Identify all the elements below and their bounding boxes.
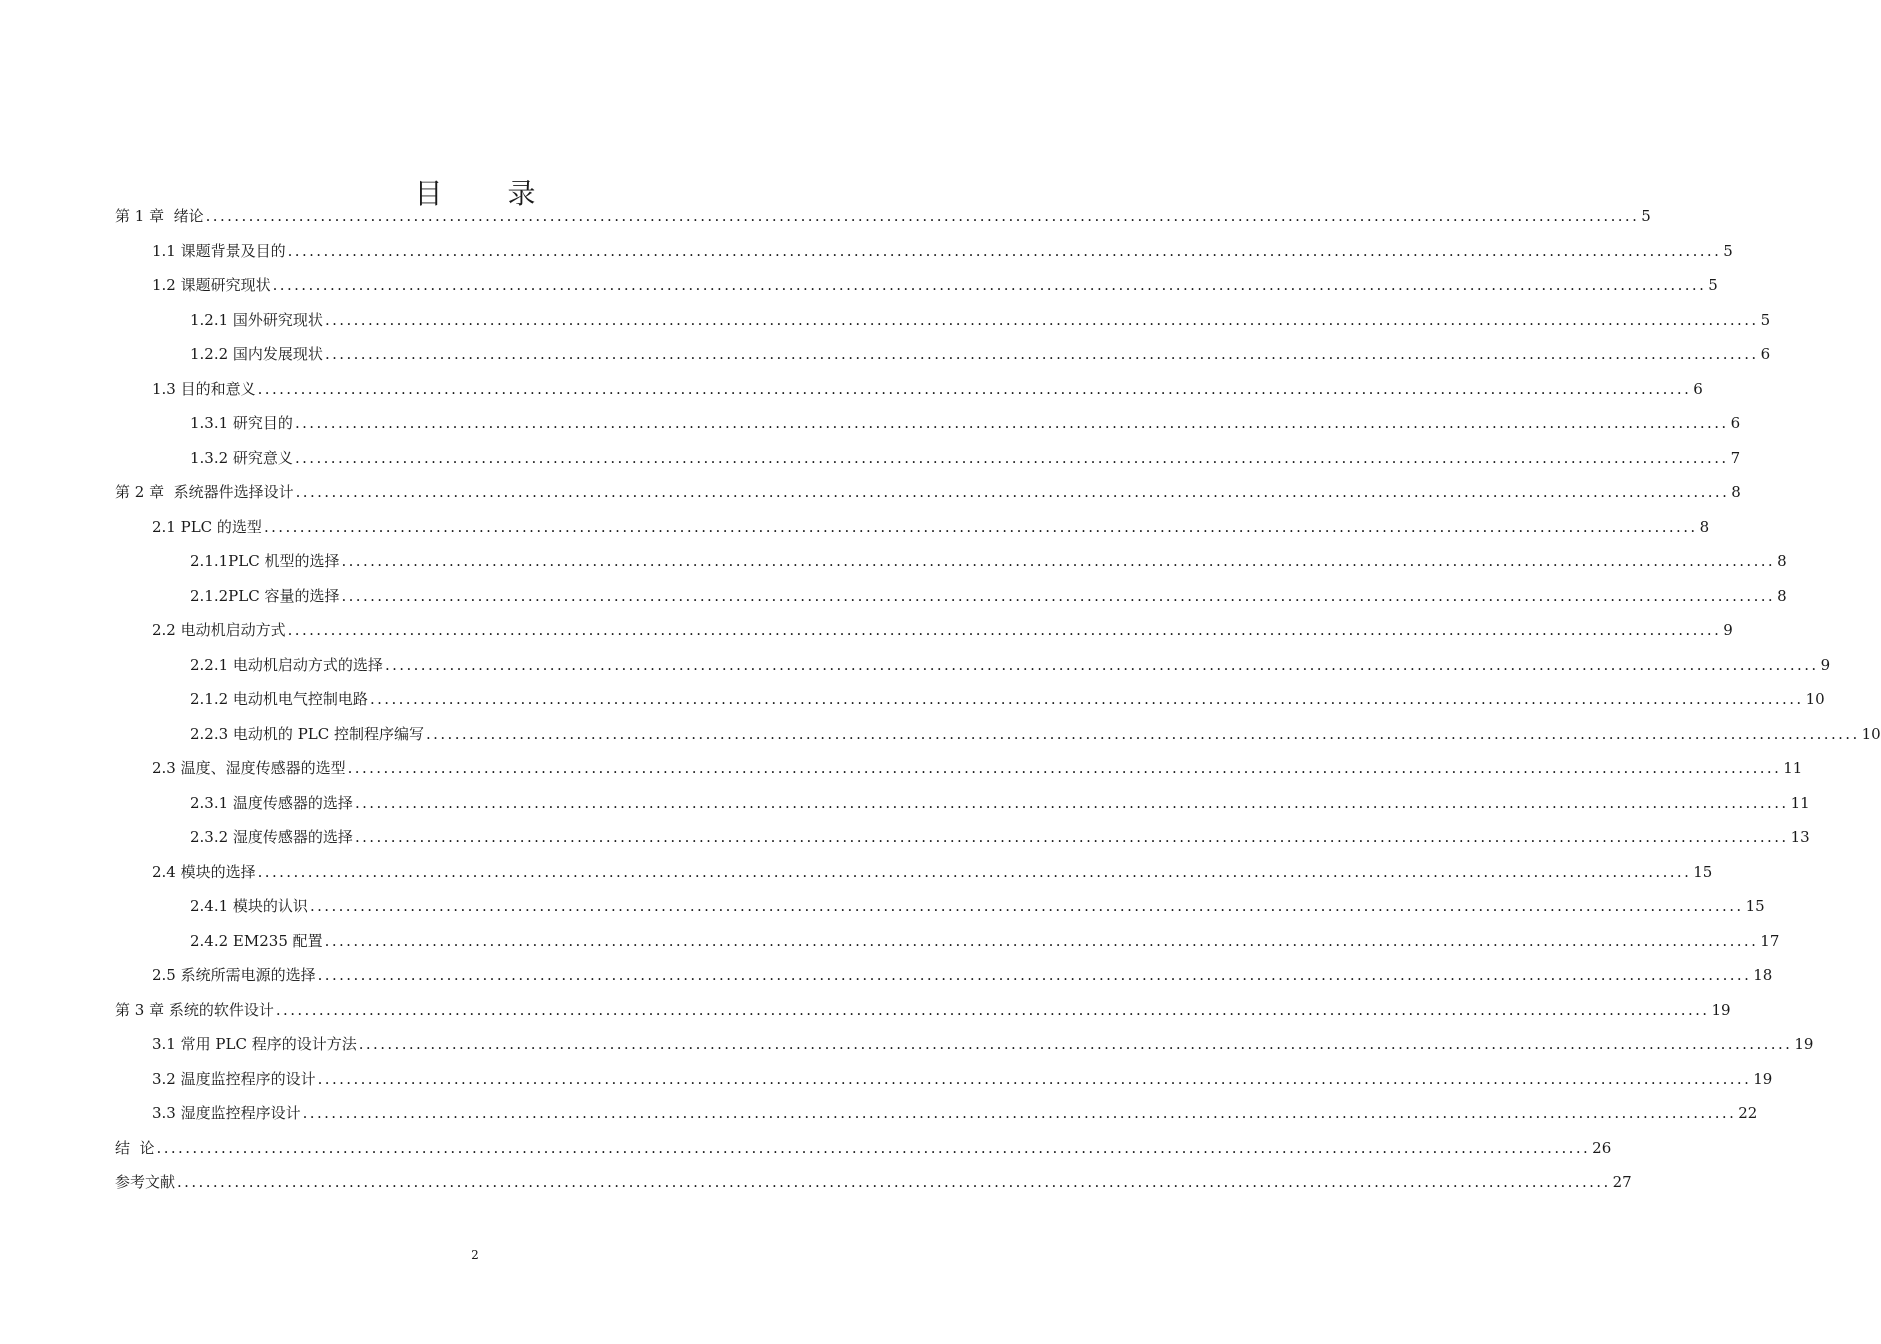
toc-entry-label: 2.5 系统所需电源的选择 [152, 966, 316, 984]
toc-entry-label: 1.2.1 国外研究现状 [190, 310, 323, 329]
toc-entry-page: 15 [1693, 862, 1713, 881]
toc-entry-label: 1.3.1 研究目的 [190, 414, 293, 432]
toc-dot-leader: ........................................................................................................................................................................................................ [384, 655, 1819, 674]
toc-entry[interactable] [0, 686, 1825, 712]
toc-dot-leader: ........................................................................................................................................................................................................ [309, 897, 1744, 915]
toc-entry[interactable] [0, 617, 1733, 643]
toc-entry-label: 1.1 课题背景及目的 [152, 241, 286, 260]
toc-entry-page: 5 [1723, 241, 1733, 260]
toc-entry-page: 8 [1777, 552, 1787, 570]
toc-entry-page: 10 [1805, 690, 1825, 708]
toc-entry-page: 10 [1861, 724, 1881, 743]
toc-entry[interactable] [0, 514, 1710, 540]
toc-entry-label: 2.4.1 模块的认识 [190, 897, 308, 915]
toc-entry-page: 9 [1723, 621, 1733, 639]
toc-entry[interactable] [0, 1169, 1632, 1195]
toc-entry[interactable] [0, 445, 1741, 471]
toc-entry[interactable] [0, 997, 1731, 1023]
toc-entry-page: 5 [1641, 207, 1651, 225]
toc-entry-label: 2.4 模块的选择 [152, 862, 256, 881]
toc-entry[interactable] [0, 1031, 1814, 1057]
toc-entry[interactable] [0, 1135, 1612, 1161]
toc-entry[interactable] [0, 272, 1718, 298]
toc-entry-page: 22 [1738, 1104, 1758, 1122]
toc-entry-page: 5 [1760, 310, 1771, 329]
toc-dot-leader: ........................................................................................................................................................................................................ [426, 724, 1860, 743]
page-number: 2 [471, 1248, 479, 1262]
toc-dot-leader: ........................................................................................................................................................................................................ [272, 276, 1707, 294]
toc-dot-leader: ........................................................................................................................................................................................................ [317, 1069, 1752, 1088]
toc-entry-page: 18 [1753, 966, 1773, 984]
toc-entry[interactable] [0, 755, 1803, 781]
toc-entry-label: 2.1 PLC 的选型 [152, 517, 262, 536]
toc-entry-label: 1.3.2 研究意义 [190, 448, 293, 467]
toc-dot-leader: ........................................................................................................................................................................................................ [257, 862, 1692, 881]
toc-dot-leader: ........................................................................................................................................................................................................ [341, 552, 1776, 570]
toc-entry-label: 2.1.2 电动机电气控制电路 [190, 690, 368, 708]
toc-entry-page: 8 [1777, 586, 1787, 605]
toc-entry-label: 2.4.2 EM235 配置 [190, 931, 323, 950]
toc-entry-label: 2.1.2PLC 容量的选择 [190, 586, 340, 605]
toc-entry-label: 2.2.1 电动机启动方式的选择 [190, 655, 383, 674]
toc-entry-label: 3.3 湿度监控程序设计 [152, 1104, 301, 1122]
toc-entry-label: 2.2 电动机启动方式 [152, 621, 286, 639]
toc-entry[interactable] [0, 203, 1651, 229]
toc-entry-label: 参考文献 [115, 1173, 176, 1191]
toc-entry[interactable] [0, 376, 1703, 402]
toc-entry-page: 15 [1745, 897, 1765, 915]
toc-dot-leader: ........................................................................................................................................................................................................ [358, 1035, 1793, 1053]
toc-dot-leader: ........................................................................................................................................................................................................ [341, 586, 1776, 605]
toc-dot-leader: ........................................................................................................................................................................................................ [287, 241, 1722, 260]
toc-entry-label: 3.1 常用 PLC 程序的设计方法 [152, 1035, 357, 1053]
toc-dot-leader: ........................................................................................................................................................................................................ [156, 1138, 1591, 1157]
toc-dot-leader: ........................................................................................................................................................................................................ [324, 931, 1759, 950]
toc-dot-leader: ........................................................................................................................................................................................................ [257, 379, 1692, 398]
toc-entry-page: 6 [1760, 345, 1771, 363]
toc-entry-page: 8 [1699, 517, 1710, 536]
toc-entry-label: 2.3.1 温度传感器的选择 [190, 793, 353, 812]
toc-entry[interactable] [0, 548, 1787, 574]
toc-dot-leader: ........................................................................................................................................................................................................ [354, 828, 1789, 846]
toc-entry-label: 2.1.1PLC 机型的选择 [190, 552, 340, 570]
toc-entry-label: 2.3.2 湿度传感器的选择 [190, 828, 353, 846]
toc-dot-leader: ........................................................................................................................................................................................................ [295, 483, 1730, 501]
toc-entry[interactable] [0, 1100, 1758, 1126]
toc-entry-page: 19 [1753, 1069, 1773, 1088]
toc-entry-page: 11 [1790, 793, 1810, 812]
toc-entry[interactable] [0, 583, 1787, 609]
toc-entry[interactable] [0, 652, 1831, 678]
toc-entry[interactable] [0, 790, 1810, 816]
toc-dot-leader: ........................................................................................................................................................................................................ [205, 207, 1640, 225]
toc-dot-leader: ........................................................................................................................................................................................................ [347, 759, 1782, 777]
toc-dot-leader: ........................................................................................................................................................................................................ [324, 310, 1759, 329]
toc-entry-label: 1.2 课题研究现状 [152, 276, 271, 294]
toc-dot-leader: ........................................................................................................................................................................................................ [302, 1104, 1737, 1122]
toc-entry-page: 13 [1790, 828, 1810, 846]
toc-entry-page: 7 [1730, 448, 1741, 467]
toc-entry-page: 11 [1783, 759, 1803, 777]
toc-entry-page: 19 [1794, 1035, 1814, 1053]
page-title: 目 录 [414, 177, 564, 210]
toc-entry-page: 8 [1731, 483, 1741, 501]
toc-entry-label: 3.2 温度监控程序的设计 [152, 1069, 316, 1088]
toc-entry-label: 1.3 目的和意义 [152, 379, 256, 398]
toc-dot-leader: ........................................................................................................................................................................................................ [324, 345, 1759, 363]
toc-dot-leader: ........................................................................................................................................................................................................ [263, 517, 1698, 536]
toc-entry[interactable] [0, 410, 1741, 436]
toc-entry-page: 6 [1693, 379, 1703, 398]
toc-dot-leader: ........................................................................................................................................................................................................ [369, 690, 1804, 708]
toc-entry-label: 结 论 [115, 1138, 155, 1157]
toc-entry[interactable] [0, 721, 1881, 747]
toc-entry-label: 2.3 温度、湿度传感器的选型 [152, 759, 346, 777]
toc-entry-page: 19 [1711, 1000, 1731, 1019]
toc-entry-page: 6 [1730, 414, 1741, 432]
toc-entry[interactable] [0, 238, 1733, 264]
toc-dot-leader: ........................................................................................................................................................................................................ [177, 1173, 1611, 1191]
toc-dot-leader: ........................................................................................................................................................................................................ [354, 793, 1789, 812]
toc-entry-page: 5 [1708, 276, 1718, 294]
toc-dot-leader: ........................................................................................................................................................................................................ [275, 1000, 1710, 1019]
toc-entry[interactable] [0, 859, 1713, 885]
toc-entry[interactable] [0, 307, 1771, 333]
toc-entry-label: 第 3 章 系统的软件设计 [115, 1000, 274, 1019]
toc-dot-leader: ........................................................................................................................................................................................................ [317, 966, 1752, 984]
toc-entry-label: 1.2.2 国内发展现状 [190, 345, 323, 363]
toc-entry[interactable] [0, 824, 1810, 850]
toc-entry-page: 9 [1820, 655, 1831, 674]
toc-dot-leader: ........................................................................................................................................................................................................ [294, 414, 1729, 432]
toc-entry-label: 第 1 章 绪论 [115, 207, 204, 225]
toc-entry[interactable] [0, 962, 1773, 988]
toc-entry-page: 27 [1612, 1173, 1632, 1191]
toc-entry[interactable] [0, 479, 1741, 505]
toc-entry[interactable] [0, 341, 1771, 367]
toc-entry-label: 第 2 章 系统器件选择设计 [115, 483, 294, 501]
toc-dot-leader: ........................................................................................................................................................................................................ [287, 621, 1722, 639]
toc-entry-page: 17 [1760, 931, 1780, 950]
toc-entry[interactable] [0, 928, 1780, 954]
toc-entry-label: 2.2.3 电动机的 PLC 控制程序编写 [190, 724, 425, 743]
toc-entry-page: 26 [1592, 1138, 1612, 1157]
toc-entry[interactable] [0, 893, 1765, 919]
toc-entry[interactable] [0, 1066, 1773, 1092]
toc-dot-leader: ........................................................................................................................................................................................................ [294, 448, 1729, 467]
